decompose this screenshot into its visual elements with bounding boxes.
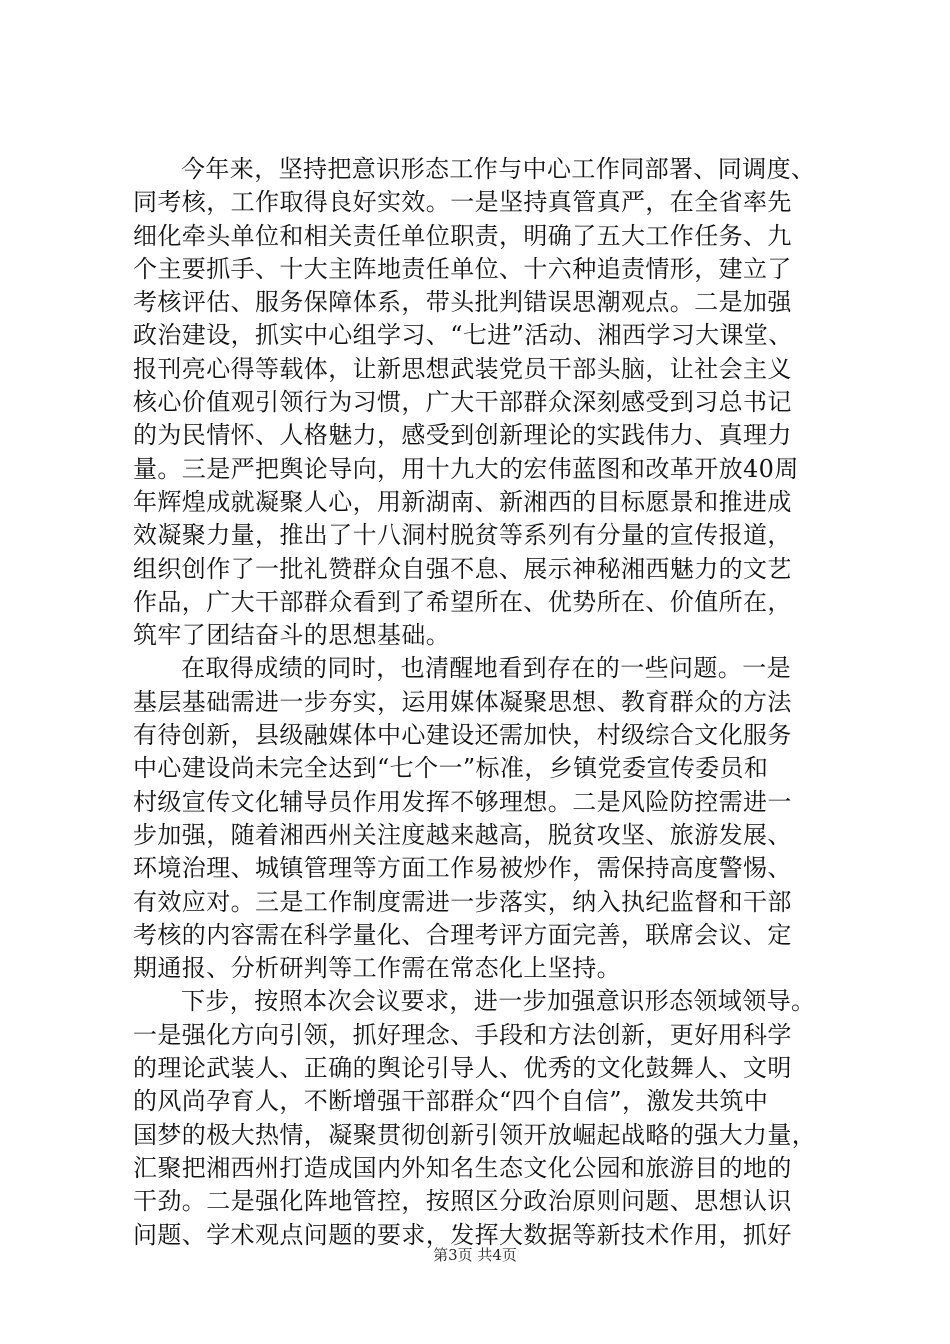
- page-footer: [0, 1245, 950, 1265]
- paragraph-3-line: 的风尚孕育人，不断增强干部群众“四个自信”，激发共筑中: [133, 1087, 769, 1116]
- paragraph-2-line: 村级宣传文化辅导员作用发挥不够理想。二是风险防控需进一: [133, 787, 792, 816]
- paragraph-3-line: 的理论武装人、正确的舆论引导人、优秀的文化鼓舞人、文明: [133, 1054, 792, 1083]
- paragraph-1-line: 今年来，坚持把意识形态工作与中心工作同部署、同调度、: [181, 155, 816, 183]
- paragraph-2-line: 考核的内容需在科学量化、合理考评方面完善，联席会议、定: [133, 920, 792, 949]
- paragraph-2-line: 基层基础需进一步夯实，运用媒体凝聚思想、教育群众的方法: [133, 687, 792, 716]
- paragraph-3-line: 汇聚把湘西州打造成国内外知名生态文化公园和旅游目的地的: [133, 1153, 792, 1182]
- body-text: [133, 153, 833, 1252]
- paragraph-1-line: 政治建设，抓实中心组学习、“七进”活动、湘西学习大课堂、: [133, 321, 793, 350]
- paragraph-1-line: 年辉煌成就凝聚人心，用新湖南、新湘西的目标愿景和推进成: [133, 487, 792, 516]
- paragraph-1-line: 个主要抓手、十大主阵地责任单位、十六种追责情形，建立了: [133, 254, 792, 283]
- paragraph-2-line: 在取得成绩的同时，也清醒地看到存在的一些问题。一是: [181, 654, 791, 683]
- paragraph-1-line: 组织创作了一批礼赞群众自强不息、展示神秘湘西魅力的文艺: [133, 554, 792, 583]
- paragraph-1-line: 核心价值观引领行为习惯，广大干部群众深刻感受到习总书记: [133, 388, 792, 417]
- paragraph-2-line: 有待创新，县级融媒体中心建设还需加快，村级综合文化服务: [133, 721, 792, 750]
- paragraph-1-line: 量。三是严把舆论导向，用十九大的宏伟蓝图和改革开放40周: [133, 454, 799, 483]
- paragraph-1-line: 考核评估、服务保障体系，带头批判错误思潮观点。二是加强: [133, 288, 792, 317]
- paragraph-1-line: 效凝聚力量，推出了十八洞村脱贫等系列有分量的宣传报道，: [133, 521, 792, 550]
- paragraph-1-line: 报刊亮心得等载体，让新思想武装党员干部头脑，让社会主义: [133, 354, 792, 383]
- paragraph-2-line: 期通报、分析研判等工作需在常态化上坚持。: [133, 954, 621, 983]
- paragraph-3-line: 下步，按照本次会议要求，进一步加强意识形态领域领导。: [181, 987, 816, 1016]
- paragraph-3-line: 问题、学术观点问题的要求，发挥大数据等新技术作用，抓好: [133, 1220, 792, 1249]
- paragraph-3-line: 一是强化方向引领，抓好理念、手段和方法创新，更好用科学: [133, 1020, 792, 1049]
- paragraph-2-line: 有效应对。三是工作制度需进一步落实，纳入执纪监督和干部: [133, 887, 792, 916]
- paragraph-1-line: 同考核，工作取得良好实效。一是坚持真管真严，在全省率先: [133, 188, 792, 217]
- paragraph-1-line: 的为民情怀、人格魅力，感受到创新理论的实践伟力、真理力: [133, 421, 792, 450]
- paragraph-2-line: 中心建设尚未完全达到“七个一”标准，乡镇党委宣传委员和: [133, 754, 769, 783]
- paragraph-2-line: 步加强，随着湘西州关注度越来越高，脱贫攻坚、旅游发展、: [133, 820, 792, 849]
- paragraph-1-line: 作品，广大干部群众看到了希望所在、优势所在、价值所在，: [133, 587, 792, 616]
- paragraph-1-line: 筑牢了团结奋斗的思想基础。: [133, 621, 451, 650]
- paragraph-3-line: 干劲。二是强化阵地管控，按照区分政治原则问题、思想认识: [133, 1187, 792, 1216]
- paragraph-1-line: 细化牵头单位和相关责任单位职责，明确了五大工作任务、九: [133, 221, 792, 250]
- page-number-label: 第3页 共4页: [433, 1246, 517, 1264]
- paragraph-2-line: 环境治理、城镇管理等方面工作易被炒作，需保持高度警惕、: [133, 854, 792, 883]
- paragraph-3-line: 国梦的极大热情，凝聚贯彻创新引领开放崛起战略的强大力量，: [133, 1120, 817, 1149]
